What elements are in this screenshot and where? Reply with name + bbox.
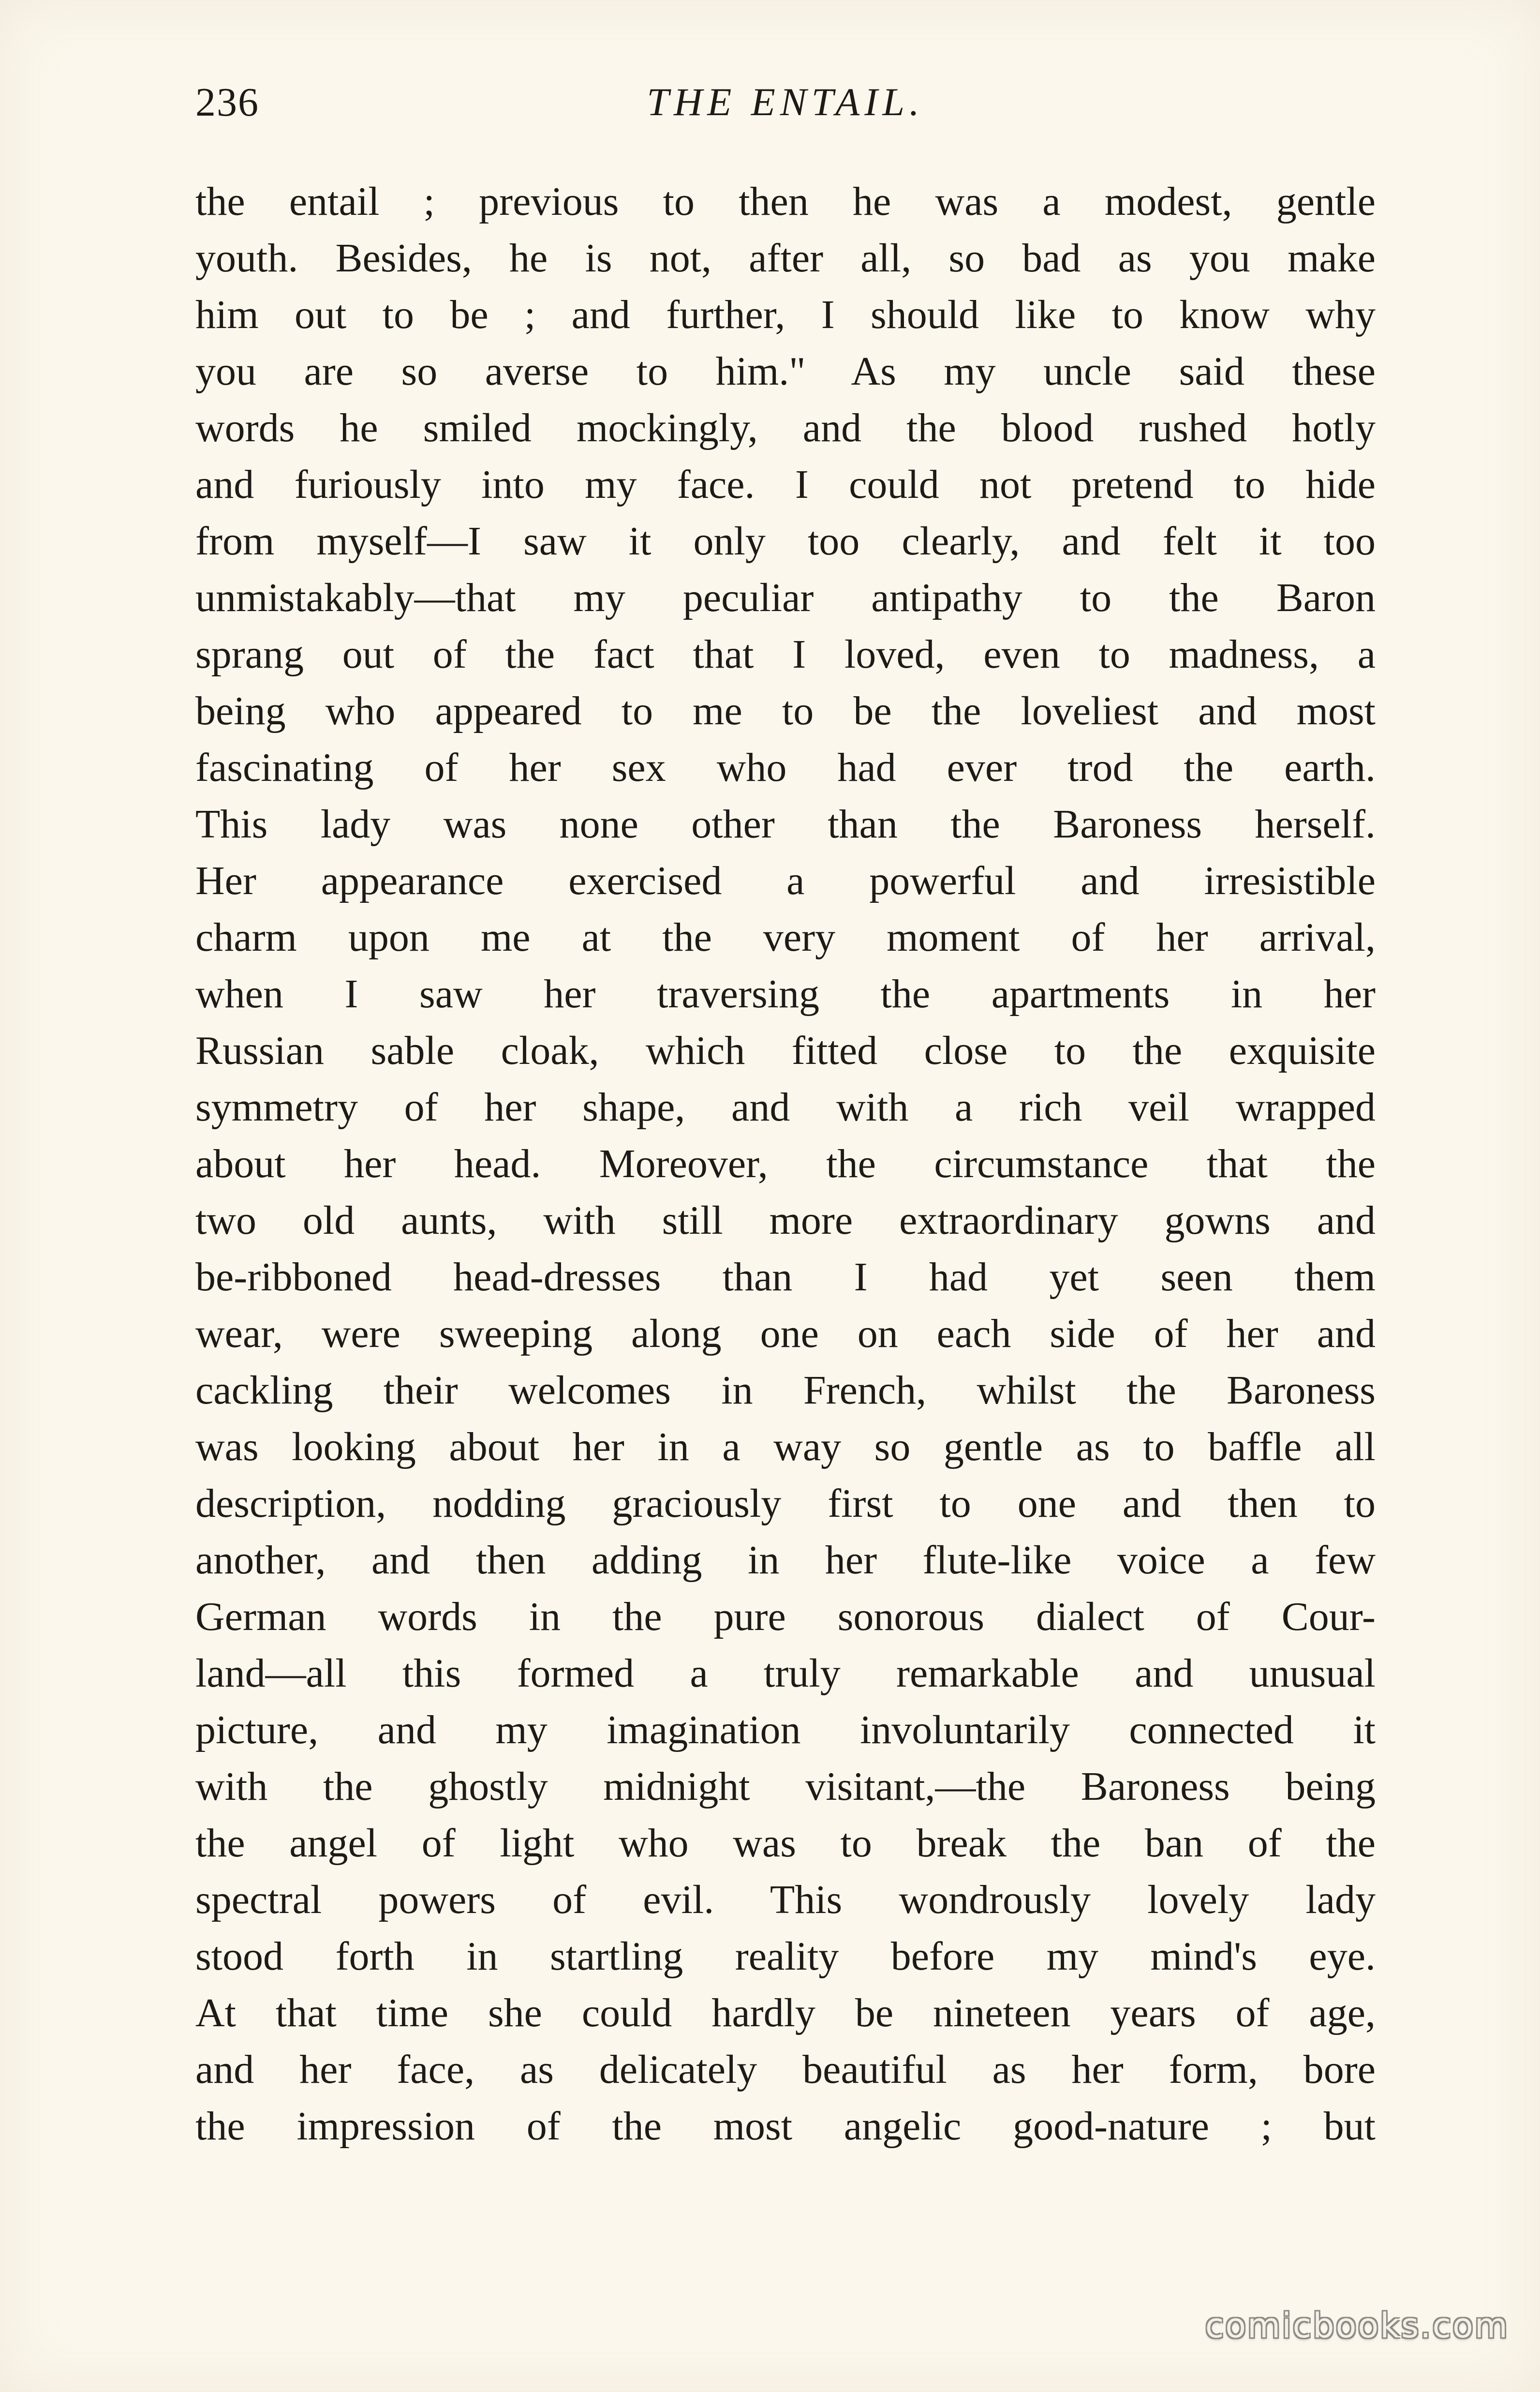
text-line: you are so averse to him." As my uncle said these	[195, 349, 1376, 394]
text-line: with the ghostly midnight visitant,—the Baroness being	[195, 1764, 1376, 1809]
text-line: spectral powers of evil. This wondrously lovely lady	[195, 1877, 1376, 1922]
body-text	[195, 173, 1376, 2154]
text-line: charm upon me at the very moment of her arrival,	[195, 915, 1376, 960]
text-line: stood forth in startling reality before my mind's eye.	[195, 1934, 1376, 1979]
text-line: At that time she could hardly be nineteen years of age,	[195, 1990, 1376, 2035]
text-line: about her head. Moreover, the circumstance that the	[195, 1141, 1376, 1186]
text-line: be-ribboned head-dresses than I had yet seen them	[195, 1255, 1376, 1300]
text-line: wear, were sweeping along one on each side of her and	[195, 1311, 1376, 1356]
text-line: symmetry of her shape, and with a rich veil wrapped	[195, 1085, 1376, 1130]
text-line: being who appeared to me to be the loveliest and most	[195, 688, 1376, 733]
text-line: picture, and my imagination involuntarily connected it	[195, 1707, 1376, 1752]
text-line: sprang out of the fact that I loved, even to madness, a	[195, 632, 1376, 677]
text-line: the impression of the most angelic good-nature ; but	[195, 2104, 1376, 2149]
text-line: Her appearance exercised a powerful and irresistible	[195, 858, 1376, 903]
text-line: and furiously into my face. I could not pretend to hide	[195, 462, 1376, 507]
text-line: This lady was none other than the Baroness herself.	[195, 802, 1376, 847]
text-line: another, and then adding in her flute-like voice a few	[195, 1538, 1376, 1583]
text-line: Russian sable cloak, which fitted close to the exquisite	[195, 1028, 1376, 1073]
text-line: was looking about her in a way so gentle as to baffle all	[195, 1424, 1376, 1469]
text-line: cackling their welcomes in French, whilst the Baroness	[195, 1368, 1376, 1413]
running-title: THE ENTAIL.	[647, 80, 924, 124]
text-line: German words in the pure sonorous dialect of Cour-	[195, 1594, 1376, 1639]
text-line: from myself—I saw it only too clearly, and felt it too	[195, 519, 1376, 564]
text-line: fascinating of her sex who had ever trod the earth.	[195, 745, 1376, 790]
text-line: land—all this formed a truly remarkable and unusual	[195, 1651, 1376, 1696]
text-line: the angel of light who was to break the ban of the	[195, 1821, 1376, 1866]
page-header	[195, 73, 1376, 135]
text-line: two old aunts, with still more extraordinary gowns and	[195, 1198, 1376, 1243]
text-line: the entail ; previous to then he was a modest, gentle	[195, 179, 1376, 224]
page-number: 236	[195, 80, 259, 125]
text-line: youth. Besides, he is not, after all, so bad as you make	[195, 236, 1376, 281]
text-line: words he smiled mockingly, and the blood rushed hotly	[195, 405, 1376, 450]
watermark: comicbooks.com	[1205, 2306, 1509, 2346]
text-line: and her face, as delicately beautiful as her form, bore	[195, 2047, 1376, 2092]
text-line: unmistakably—that my peculiar antipathy to the Baron	[195, 575, 1376, 620]
text-line: him out to be ; and further, I should like to know why	[195, 292, 1376, 337]
text-line: description, nodding graciously first to one and then to	[195, 1481, 1376, 1526]
text-line: when I saw her traversing the apartments in her	[195, 972, 1376, 1017]
